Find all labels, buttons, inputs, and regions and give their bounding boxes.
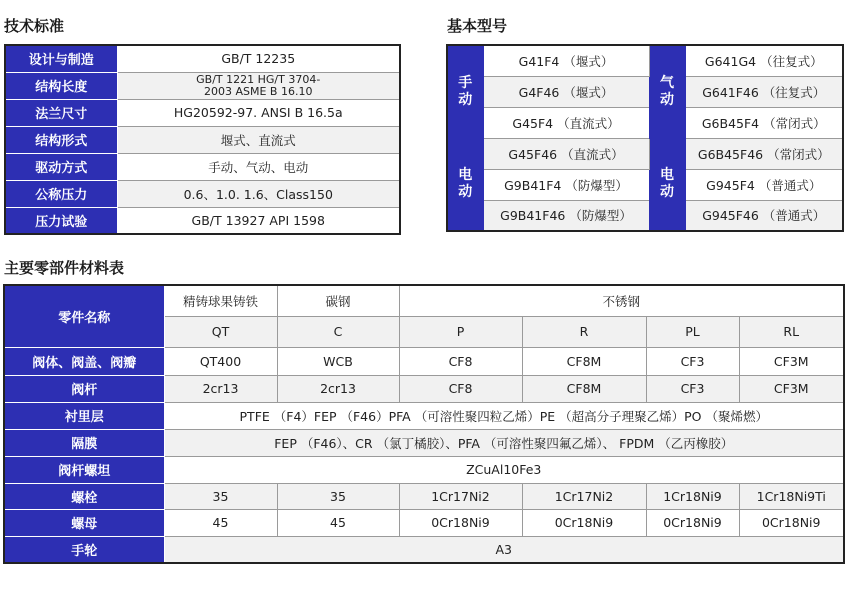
cell: 0Cr18Ni9 <box>646 509 739 536</box>
model-cell: G4F46 （堰式） <box>483 76 649 107</box>
row-label: 螺母 <box>4 509 164 536</box>
table-row <box>4 483 844 509</box>
row-value: 手动、气动、电动 <box>117 153 400 180</box>
row-label: 设计与制造 <box>5 45 117 72</box>
model-cell: G6B45F4 （常闭式） <box>685 107 843 138</box>
header-group: 精铸球果铸铁 <box>164 285 277 316</box>
row-label: 阀体、阀盖、阀瓣 <box>4 347 164 375</box>
row-value: 堰式、直流式 <box>117 126 400 153</box>
row-label: 手轮 <box>4 536 164 563</box>
cell: CF3 <box>646 375 739 402</box>
table-row <box>4 456 844 483</box>
cell: 1Cr18Ni9Ti <box>739 483 844 509</box>
model-cell: G45F4 （直流式） <box>483 107 649 138</box>
header-part-name: 零件名称 <box>4 285 164 347</box>
cell: 0Cr18Ni9 <box>399 509 522 536</box>
table-row <box>447 107 843 138</box>
table-row <box>4 285 844 316</box>
row-label: 隔膜 <box>4 429 164 456</box>
model-cell: G9B41F4 （防爆型） <box>483 169 649 200</box>
table-row <box>447 76 843 107</box>
table-row <box>4 509 844 536</box>
cell: CF3M <box>739 375 844 402</box>
table-row <box>5 72 400 99</box>
table-row <box>5 126 400 153</box>
row-label: 阀杆螺坦 <box>4 456 164 483</box>
header-code: C <box>277 316 399 347</box>
cell: QT400 <box>164 347 277 375</box>
cell: 2cr13 <box>164 375 277 402</box>
row-label: 结构形式 <box>5 126 117 153</box>
table-row <box>5 180 400 207</box>
cell: 1Cr17Ni2 <box>522 483 646 509</box>
group-label-pneumatic: 气动 <box>649 45 685 138</box>
row-label: 衬里层 <box>4 402 164 429</box>
row-value: GB/T 12235 <box>117 45 400 72</box>
model-cell: G641F46 （往复式） <box>685 76 843 107</box>
table-row <box>447 45 843 76</box>
row-label: 压力试验 <box>5 207 117 234</box>
header-code: R <box>522 316 646 347</box>
header-code: QT <box>164 316 277 347</box>
header-code: PL <box>646 316 739 347</box>
tech-section-title: 技术标准 <box>4 17 65 35</box>
cell: 0Cr18Ni9 <box>522 509 646 536</box>
model-cell: G945F4 （普通式） <box>685 169 843 200</box>
cell: CF3 <box>646 347 739 375</box>
cell: CF8 <box>399 375 522 402</box>
model-cell: G6B45F46 （常闭式） <box>685 138 843 169</box>
table-row <box>4 536 844 563</box>
table-row <box>447 169 843 200</box>
materials-section-title: 主要零部件材料表 <box>4 259 125 277</box>
span-cell: PTFE （F4）FEP （F46）PFA （可溶性聚四粒乙烯）PE （超高分子理聚乙烯）PO （聚烯燃） <box>164 402 844 429</box>
row-label: 公称压力 <box>5 180 117 207</box>
cell: CF8M <box>522 375 646 402</box>
basic-models-table <box>446 44 844 232</box>
cell: 2cr13 <box>277 375 399 402</box>
cell: WCB <box>277 347 399 375</box>
row-label: 结构长度 <box>5 72 117 99</box>
table-row <box>4 429 844 456</box>
model-cell: G41F4 （堰式） <box>483 45 649 76</box>
table-row <box>5 45 400 72</box>
row-label: 驱动方式 <box>5 153 117 180</box>
row-label: 法兰尺寸 <box>5 99 117 126</box>
table-row <box>447 138 843 169</box>
cell: 0Cr18Ni9 <box>739 509 844 536</box>
row-value: GB/T 1221 HG/T 3704-2003 ASME B 16.10 <box>117 72 400 99</box>
table-row <box>4 347 844 375</box>
span-cell: FEP （F46）、CR （氯丁橘胶）、PFA （可溶性聚四氟乙烯）、 FPDM （乙丙橡胶） <box>164 429 844 456</box>
materials-table <box>3 284 845 564</box>
header-group: 不锈钢 <box>399 285 844 316</box>
header-code: P <box>399 316 522 347</box>
cell: CF3M <box>739 347 844 375</box>
header-code: RL <box>739 316 844 347</box>
row-value: 0.6、1.0. 1.6、Class150 <box>117 180 400 207</box>
table-row <box>5 153 400 180</box>
table-row <box>4 375 844 402</box>
row-value: GB/T 13927 API 1598 <box>117 207 400 234</box>
table-row <box>447 200 843 231</box>
header-group: 碳钢 <box>277 285 399 316</box>
table-row <box>4 402 844 429</box>
table-row <box>5 207 400 234</box>
cell: 35 <box>277 483 399 509</box>
cell: 45 <box>277 509 399 536</box>
models-section-title: 基本型号 <box>447 17 508 35</box>
model-cell: G641G4 （往复式） <box>685 45 843 76</box>
cell: CF8 <box>399 347 522 375</box>
model-cell: G45F46 （直流式） <box>483 138 649 169</box>
cell: CF8M <box>522 347 646 375</box>
row-label: 阀杆 <box>4 375 164 402</box>
cell: 1Cr17Ni2 <box>399 483 522 509</box>
row-value: HG20592-97. ANSI B 16.5a <box>117 99 400 126</box>
cell: 1Cr18Ni9 <box>646 483 739 509</box>
model-cell: G945F46 （普通式） <box>685 200 843 231</box>
tech-standards-table <box>4 44 401 235</box>
row-label: 螺栓 <box>4 483 164 509</box>
model-cell: G9B41F46 （防爆型） <box>483 200 649 231</box>
group-label-electric-right: 电动 <box>649 138 685 231</box>
cell: 45 <box>164 509 277 536</box>
span-cell: ZCuAl10Fe3 <box>164 456 844 483</box>
cell: 35 <box>164 483 277 509</box>
group-label-manual: 手动 <box>447 45 483 138</box>
group-label-electric-left: 电动 <box>447 138 483 231</box>
span-cell: A3 <box>164 536 844 563</box>
table-row <box>5 99 400 126</box>
